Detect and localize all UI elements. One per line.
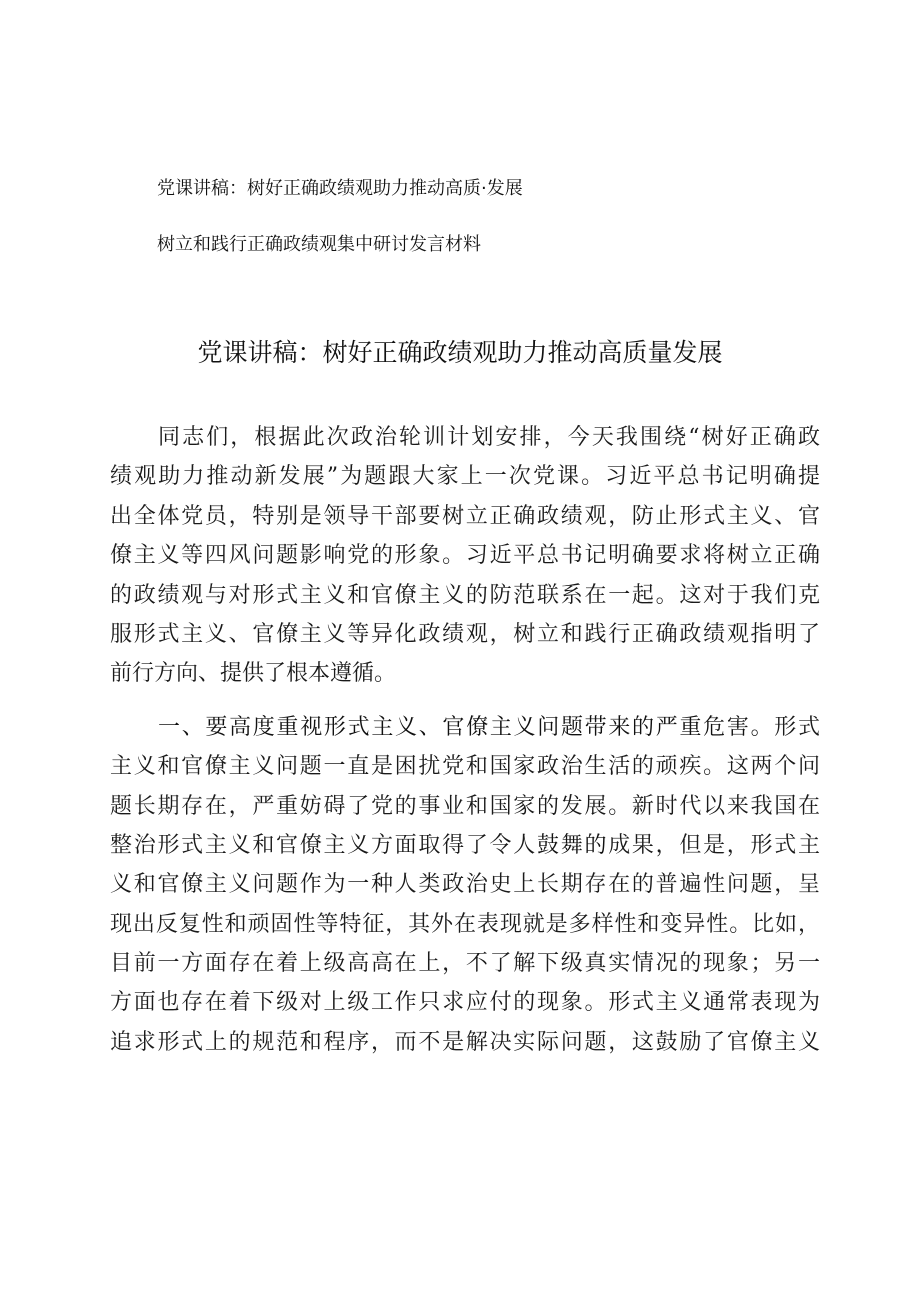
body-text [110, 418, 820, 1062]
paragraph-1-line: 前行方向、提供了根本遵循。 [110, 661, 397, 687]
paragraph-2-line: 题长期存在，严重妨碍了党的事业和国家的发展。新时代以来我国在 [110, 793, 820, 819]
paragraph-2-line [110, 708, 820, 747]
header-line-2: 树立和践行正确政绩观集中研讨发言材料 [157, 234, 481, 255]
paragraph-1-line: 服形式主义、官僚主义等异化政绩观，树立和践行正确政绩观指明了 [110, 621, 820, 647]
document-title: 党课讲稿：树好正确政绩观助力推动高质量发展 [197, 338, 723, 367]
paragraph-2-line: 现出反复性和顽固性等特征，其外在表现就是多样性和变异性。比如， [110, 911, 820, 937]
paragraph-1-line: 僚主义等四风问题影响党的形象。习近平总书记明确要求将树立正确 [110, 543, 820, 569]
section-heading: 一、要高度重视形式主义、官僚主义问题带来的严重危害。 [158, 714, 775, 740]
paragraph-2-line: 方面也存在着下级对上级工作只求应付的现象。形式主义通常表现为 [110, 990, 820, 1016]
section-heading-tail: 形式 [774, 714, 820, 740]
paragraph-2-line: 主义和官僚主义问题一直是困扰党和国家政治生活的顽疾。这两个问 [110, 754, 820, 780]
paragraph-1-line: 的政绩观与对形式主义和官僚主义的防范联系在一起。这对于我们克 [110, 582, 820, 608]
header-line-1: 党课讲稿：树好正确政绩观助力推动高质·发展 [157, 178, 523, 199]
line-4-pre: 整治形式主义和官僚主义方面取得了令人 [110, 832, 538, 858]
paragraph-1-line: 出全体党员，特别是领导干部要树立正确政绩观，防止形式主义、官 [110, 503, 820, 529]
line-4-post: 成果，但是，形式主 [608, 832, 820, 858]
paragraph-1-line: 绩观助力推动新发展”为题跟大家上一次党课。习近平总书记明确提 [110, 464, 820, 490]
paragraph-2-line: 义和官僚主义问题作为一种人类政治史上长期存在的普遍性问题，呈 [110, 872, 820, 898]
paragraph-2-line: 追求形式上的规范和程序，而不是解决实际问题，这鼓励了官僚主义 [110, 1029, 820, 1055]
paragraph-2-line [110, 826, 820, 865]
paragraph-1-line: 同志们，根据此次政治轮训计划安排，今天我围绕“树好正确政 [158, 425, 820, 450]
emphasized-text: 鼓舞的 [537, 832, 609, 858]
paragraph-gap [110, 694, 820, 708]
paragraph-2-line: 目前一方面存在着上级高高在上，不了解下级真实情况的现象；另一 [110, 951, 820, 977]
